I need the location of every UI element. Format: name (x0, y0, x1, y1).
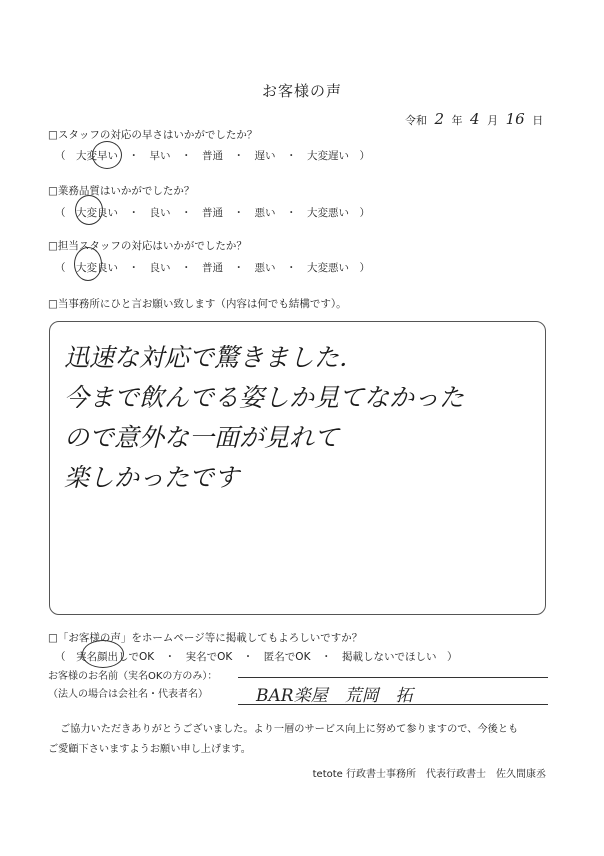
name-note: （法人の場合は会社名・代表者名） (48, 689, 208, 700)
date-year-unit: 年 (451, 114, 463, 127)
q2-selection-circle (75, 195, 103, 225)
date-day-unit: 日 (532, 114, 544, 127)
comment-request-label: □当事務所にひと言お願い致します（内容は何でも結構です）。 (48, 298, 347, 310)
customer-name: BAR楽屋 荒岡 拓 (256, 686, 413, 706)
q1-selection-circle (92, 141, 122, 169)
comment-line-2: 今まで飲んでる姿しか見てなかった (64, 383, 465, 412)
date-year: 2 (434, 110, 445, 128)
q1-options: （ 大変早い ・ 早い ・ 普通 ・ 遅い ・ 大変遅い ） (55, 150, 370, 162)
publish-question: □「お客様の声」をホームページ等に掲載してもよろしいですか？ (48, 632, 363, 644)
name-label: お客様のお名前（実名OKの方のみ）： (48, 671, 218, 682)
q1-question: □スタッフの対応の早さはいかがでしたか？ (48, 129, 258, 141)
date-day: 16 (505, 110, 525, 128)
date (405, 110, 543, 128)
page-title: お客様の声 (261, 82, 342, 100)
name-underline-2 (238, 704, 548, 705)
publish-selection-circle (82, 640, 124, 668)
closing-text-2: ご愛顧下さいますようお願い申し上げます。 (48, 744, 251, 755)
closing-text-1: ご協力いただきありがとうございました。より一層のサービス向上に努めて参りますので、今後とも (60, 724, 519, 735)
comment-line-4: 楽しかったです (64, 463, 240, 492)
q3-question: □担当スタッフの対応はいかがでしたか？ (48, 240, 247, 252)
footer-office: tetote 行政書士事務所 代表行政書士 佐久間康丞 (312, 769, 546, 780)
publish-options: （ 実名顔出しでOK ・ 実名でOK ・ 匿名でOK ・ 掲載しないでほしい ） (55, 651, 458, 663)
comment-line-3: ので意外な一面が見れて (64, 423, 340, 452)
date-month-unit: 月 (487, 114, 499, 127)
name-underline-1 (238, 677, 548, 678)
date-month: 4 (470, 110, 480, 128)
q3-selection-circle (74, 247, 102, 281)
q2-question: □業務品質はいかがでしたか？ (48, 185, 195, 197)
q3-options: （ 大変良い ・ 良い ・ 普通 ・ 悪い ・ 大変悪い ） (55, 262, 370, 274)
comment-line-1: 迅速な対応で驚きました． (64, 343, 365, 372)
q2-options: （ 大変良い ・ 良い ・ 普通 ・ 悪い ・ 大変悪い ） (55, 207, 370, 219)
date-era: 令和 (405, 114, 427, 127)
